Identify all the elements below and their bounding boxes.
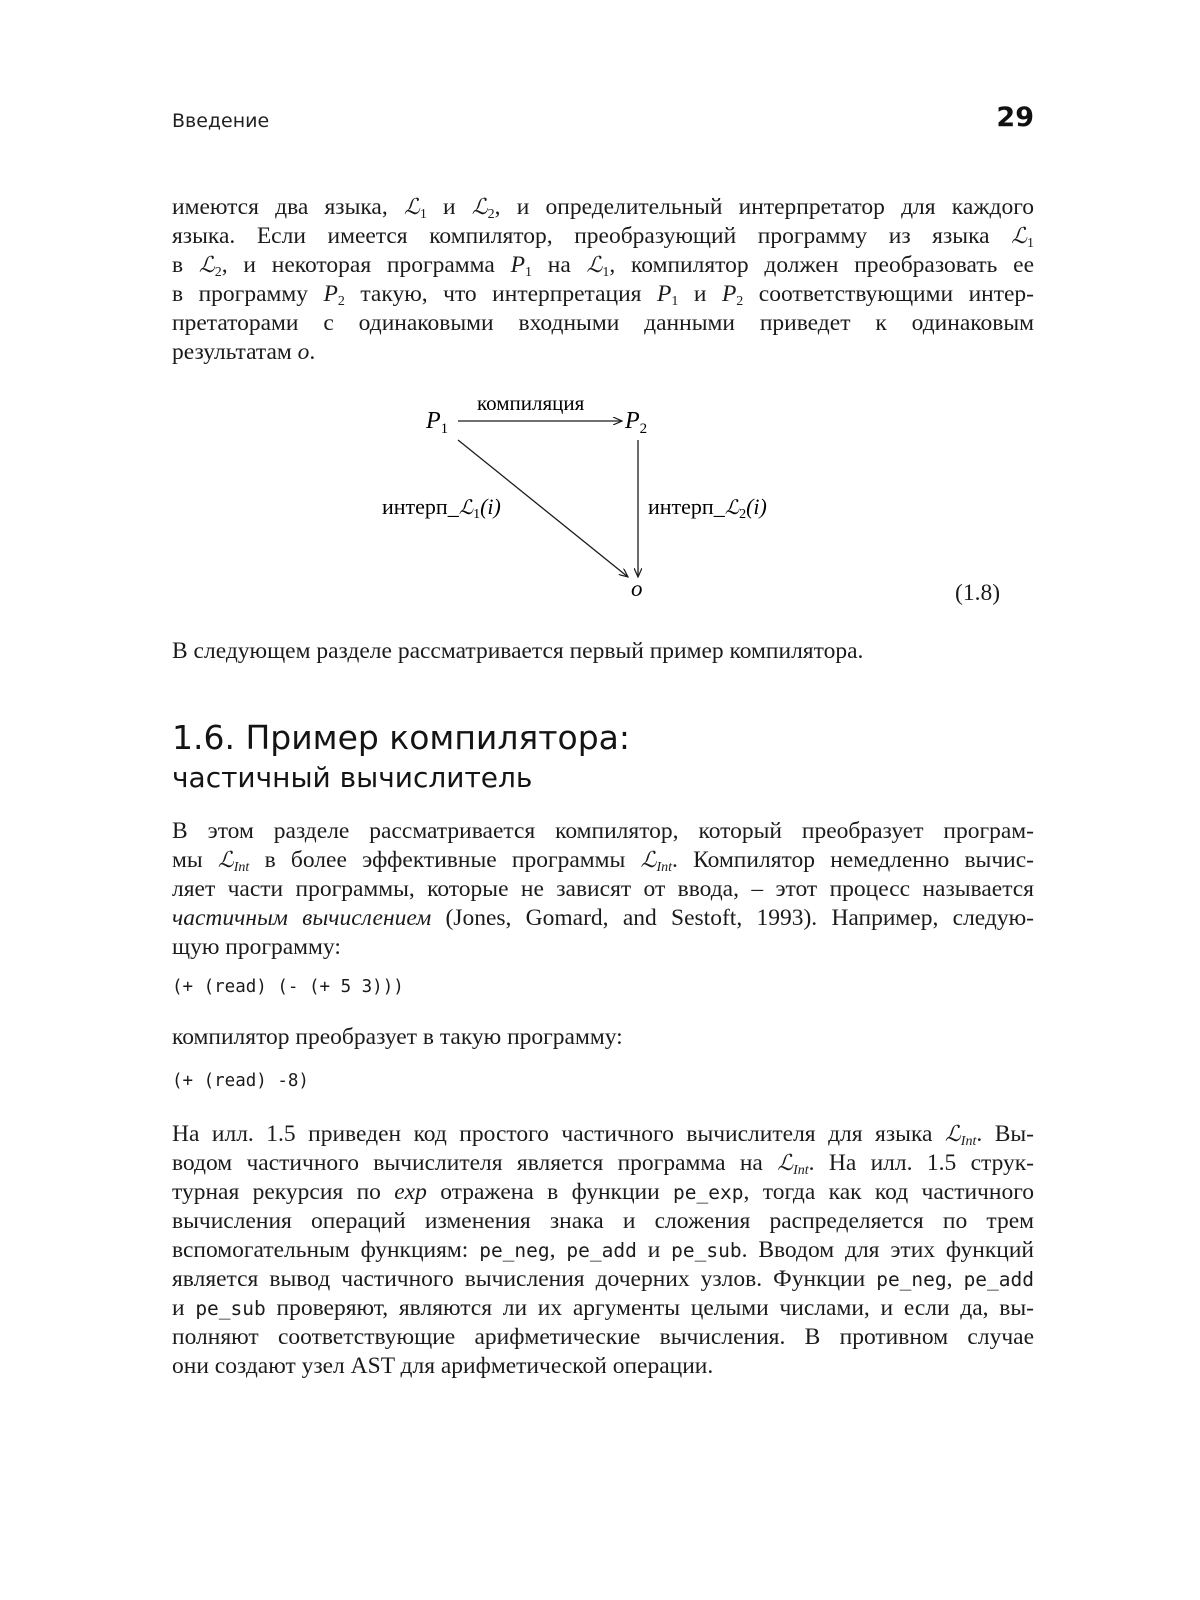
paragraph-next-section	[172, 637, 1034, 666]
text-run: , и некоторая программа	[221, 252, 511, 278]
text-line	[172, 1120, 1034, 1149]
math-symbol	[945, 1121, 976, 1147]
text-line	[172, 338, 1034, 367]
text-line	[172, 1178, 1034, 1207]
math-script-letter: ℒ	[777, 1151, 794, 1176]
text-run: . На илл. 1.5 струк-	[808, 1150, 1034, 1176]
math-subscript: 1	[671, 294, 679, 309]
text-run: и	[426, 194, 472, 220]
math-script-letter: ℒ	[471, 195, 488, 220]
text-run: , тогда как код частичного	[743, 1179, 1034, 1205]
equation-number: (1.8)	[955, 580, 1001, 606]
paragraph-section-intro	[172, 817, 1034, 962]
emphasis-text: exp	[394, 1179, 427, 1205]
text-line	[172, 1294, 1034, 1323]
text-run: претаторами с одинаковыми входными данными приведет к одинаковым	[172, 310, 1034, 336]
math-variable-letter: P	[323, 281, 338, 307]
text-line	[172, 1265, 1034, 1294]
math-symbol	[472, 194, 495, 220]
text-run: такую, что интерпретация	[344, 281, 657, 307]
math-script-letter: ℒ	[640, 848, 657, 873]
node-p1: $P_1$	[426, 408, 449, 437]
math-subscript: 1	[602, 265, 610, 280]
running-head-title: Введение	[172, 110, 270, 132]
text-line	[172, 251, 1034, 280]
text-line	[172, 904, 1034, 933]
math-script-letter: ℒ	[403, 195, 420, 220]
text-line	[172, 1207, 1034, 1236]
text-run: щую программу:	[172, 934, 341, 960]
text-run: водом частичного вычислителя является программа на	[172, 1150, 778, 1176]
text-line	[172, 637, 1034, 666]
text-line	[172, 280, 1034, 309]
text-run: . Вы-	[976, 1121, 1034, 1147]
math-variable	[298, 339, 310, 365]
text-run: ,	[549, 1237, 567, 1263]
inline-code: pe_neg	[876, 1268, 947, 1291]
text-run: На илл. 1.5 приведен код простого частичного вычислителя для языка	[172, 1121, 945, 1147]
math-script-letter: ℒ	[586, 253, 603, 278]
text-run: на	[531, 252, 587, 278]
text-run: в	[172, 252, 199, 278]
text-run: в программу	[172, 281, 324, 307]
inline-code: pe_add	[963, 1268, 1035, 1291]
text-line	[172, 875, 1034, 904]
text-line	[172, 309, 1034, 338]
math-subscript: Int	[793, 1163, 809, 1178]
section-heading-line1: 1.6. Пример компилятора:	[172, 718, 630, 757]
code-example-input: (+ (read) (- (+ 5 3)))	[172, 977, 404, 997]
text-run: и	[636, 1237, 672, 1263]
math-variable-letter: P	[510, 252, 525, 278]
math-subscript: Int	[960, 1134, 977, 1149]
math-subscript: 1	[1027, 236, 1034, 251]
math-subscript: 2	[337, 294, 345, 309]
text-line	[172, 846, 1034, 875]
text-run: соответствующими интер-	[743, 281, 1034, 307]
compilation-diagram	[360, 388, 840, 618]
text-line	[172, 1352, 1034, 1381]
math-variable-letter: P	[721, 281, 737, 307]
math-symbol	[641, 847, 672, 873]
text-run: турная рекурсия по	[172, 1179, 395, 1205]
text-run: компилятор преобразует в такую программу:	[172, 1024, 623, 1050]
text-line	[172, 933, 1034, 962]
text-run: вычисления операций изменения знака и сложения распределяется по трем	[172, 1208, 1034, 1234]
math-variable-letter: P	[656, 281, 672, 307]
math-symbol	[1011, 223, 1034, 249]
math-script-letter: ℒ	[217, 848, 234, 873]
text-run: вспомогательным функциям:	[172, 1237, 480, 1263]
math-subscript: 2	[214, 265, 222, 280]
math-symbol	[404, 194, 427, 220]
text-run: в более эффективные программы	[249, 847, 641, 873]
section-heading	[172, 717, 1034, 797]
math-variable	[511, 252, 532, 278]
right-edge-label: интерп_ℒ2(i)	[648, 494, 767, 522]
text-line	[172, 193, 1034, 222]
running-head	[172, 104, 1034, 144]
paragraph-transform	[172, 1023, 1034, 1052]
text-run: имеются два языка,	[172, 194, 404, 220]
inline-code: pe_exp	[673, 1181, 744, 1204]
inline-code: pe_sub	[671, 1239, 742, 1262]
text-run: ляет части программы, которые не зависят от ввода, – этот процесс называется	[172, 876, 1034, 902]
math-subscript: Int	[233, 860, 250, 875]
left-edge-label: интерп_ℒ1(i)	[382, 494, 501, 522]
math-script-letter: ℒ	[1011, 224, 1027, 249]
inline-code: pe_neg	[479, 1239, 550, 1262]
text-run: .	[309, 339, 316, 365]
text-run: языка. Если имеется компилятор, преобразующий программу из языка	[172, 223, 1012, 249]
math-symbol	[587, 252, 610, 278]
text-line	[172, 817, 1034, 846]
inline-code: pe_sub	[195, 1297, 266, 1320]
text-run: . Вводом для этих функций	[741, 1237, 1035, 1263]
text-line	[172, 1149, 1034, 1178]
math-variable	[657, 281, 678, 307]
text-line	[172, 1323, 1034, 1352]
text-run: В следующем разделе рассматривается первый пример компилятора.	[172, 638, 864, 664]
text-run: и	[172, 1295, 196, 1321]
text-run: проверяют, являются ли их аргументы целыми числами, и если да, вы-	[265, 1295, 1034, 1321]
node-p2: $P_2$	[625, 408, 648, 437]
math-subscript: 2	[487, 207, 495, 222]
math-variable	[722, 281, 743, 307]
text-run: В этом разделе рассматривается компилятор, который преобразует програм-	[172, 818, 1034, 844]
math-variable	[324, 281, 345, 307]
text-run: мы	[172, 847, 218, 873]
text-run: является вывод частичного вычисления дочерних узлов. Функции	[172, 1266, 877, 1292]
paragraph-partial-evaluator	[172, 1120, 1034, 1381]
text-run: , и определительный интерпретатор для каждого	[494, 194, 1035, 220]
math-symbol	[777, 1150, 808, 1176]
paragraph-intro	[172, 193, 1034, 367]
section-heading-line2: частичный вычислитель	[172, 761, 533, 794]
node-o: o	[631, 576, 643, 601]
text-run: , компилятор должен преобразовать ее	[609, 252, 1034, 278]
code-example-output: (+ (read) -8)	[172, 1071, 309, 1091]
text-run: они создают узел AST для арифметической операции.	[172, 1353, 714, 1379]
math-script-letter: ℒ	[944, 1122, 961, 1147]
text-run: результатам	[172, 339, 298, 365]
page-number: 29	[996, 102, 1034, 133]
text-run: (Jones, Gomard, and Sestoft, 1993). Например, следую-	[431, 905, 1035, 931]
math-script-letter: ℒ	[198, 253, 215, 278]
text-run: . Компилятор немедленно вычис-	[672, 847, 1034, 873]
math-variable-letter: o	[297, 339, 310, 365]
text-run: полняют соответствующие арифметические вычисления. В противном случае	[172, 1324, 1034, 1350]
text-run: и	[678, 281, 722, 307]
text-line	[172, 1236, 1034, 1265]
text-line	[172, 1023, 1034, 1052]
math-subscript: 2	[736, 294, 744, 309]
text-run: ,	[946, 1266, 964, 1292]
text-run: отражена в функции	[426, 1179, 674, 1205]
math-subscript: 1	[419, 207, 427, 222]
math-subscript: Int	[656, 860, 673, 875]
inline-code: pe_add	[566, 1239, 637, 1262]
top-arrow-label: компиляция	[477, 391, 585, 415]
emphasis-text: частичным вычислением	[172, 905, 432, 931]
math-symbol	[218, 847, 249, 873]
math-symbol	[199, 252, 222, 278]
math-subscript: 1	[524, 265, 532, 280]
text-line	[172, 222, 1034, 251]
